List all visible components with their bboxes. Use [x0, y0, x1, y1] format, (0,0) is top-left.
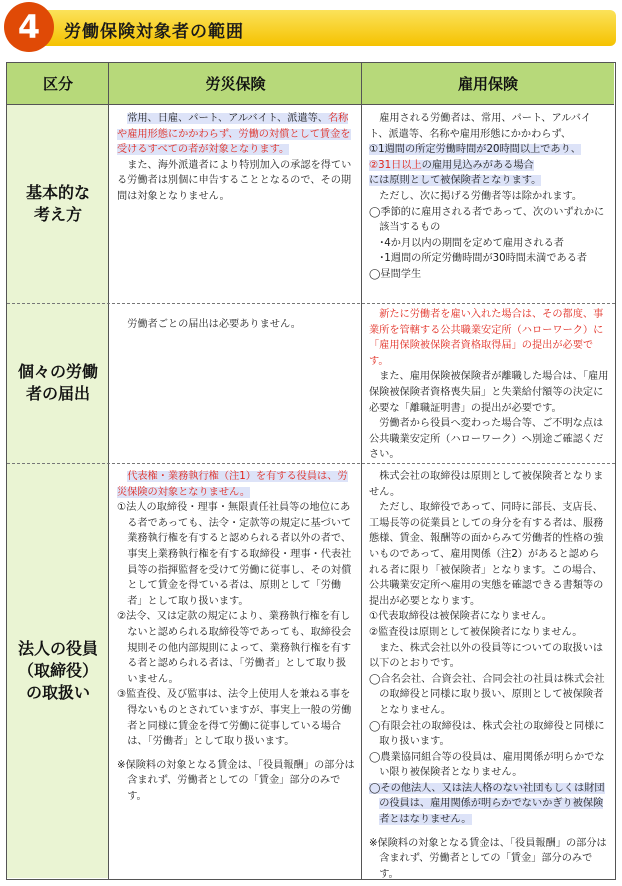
basic-koyou-p2: ただし、次に掲げる労働者等は除かれます。: [379, 190, 583, 202]
basic-koyou-cell: [369, 111, 609, 283]
basic-rousai-p2: また、海外派遣者により特別加入の承認を得ている労働者は別個に申告することとなるので、その期間は対象となりません。: [117, 159, 352, 202]
divider: [108, 63, 109, 879]
officer-koyou-o2: ◯有限会社の取締役は、株式会社の取締役と同様に取り扱います。: [369, 720, 605, 748]
officer-rousai-cell: [117, 469, 355, 804]
notice-rousai-text: 労働者ごとの届出は必要ありません。: [127, 319, 301, 330]
officer-koyou-p2: ただし、取締役であって、同時に部長、支店長、工場長等の従業員としての身分を有する者は、服務態様、賃金、報酬等の面からみて労働者的性格の強いものであって、雇用関係（注2）があると認められる者に限り「被保険者」となります。この場合、公共職業安定所へ雇用の実態を確認できる書類等の提出が必要となります。: [369, 502, 604, 607]
officer-koyou-cell: [369, 469, 609, 882]
officer-koyou-note: ※保険料の対象となる賃金は、「役員報酬」の部分は含まれず、労働者としての「賃金」部分のみです。: [369, 837, 607, 880]
officer-rousai-lead: 代表権・業務執行権（注1）を有する役員は、労災保険の対象となりません。: [117, 471, 348, 498]
section-title: 労働保険対象者の範囲: [64, 22, 244, 42]
basic-koyou-p1: 雇用される労働者は、常用、パート、アルバイト、派遣等、名称や雇用形態にかかわらず、: [369, 113, 592, 140]
officer-koyou-o1: ◯合名会社、合資会社、合同会社の社員は株式会社の取締役と同様に取り扱い、原則として被保険者となりません。: [369, 673, 605, 716]
basic-koyou-c1: ①1週間の所定労働時間が20時間以上であり、: [369, 144, 581, 156]
column-header-koyou: 雇用保険: [362, 63, 614, 105]
officer-koyou-i1: ①代表取締役は被保険者になりません。: [369, 611, 552, 623]
coverage-table: [6, 62, 616, 880]
basic-koyou-c2-rest: の雇用見込みがある場合: [421, 159, 534, 171]
basic-koyou-c2-red: ②31日以上: [369, 159, 422, 171]
officer-koyou-o4: ◯その他法人、又は法人格のない社団もしくは財団の役員は、雇用関係が明らかでないかぎり被保険者とはなりません。: [369, 782, 605, 826]
notice-koyou-p1: 新たに労働者を雇い入れた場合は、その都度、事業所を管轄する公共職業安定所（ハローワーク）に「雇用保険被保険者資格取得届」の提出が必要です。: [369, 309, 604, 367]
basic-koyou-e1b: ･1週間の所定労働時間が30時間未満である者: [379, 253, 588, 265]
column-header-rousai: 労災保険: [109, 63, 362, 105]
column-header-category: 区分: [7, 63, 109, 105]
notice-rousai-cell: [117, 317, 355, 333]
row-divider: [7, 303, 615, 304]
officer-koyou-i2: ②監査役は原則として被保険者になりません。: [369, 626, 583, 638]
notice-koyou-p2: また、雇用保険被保険者が離職した場合は、「雇用保険被保険者資格喪失届」と失業給付額等の決定に必要な「離職証明書」の提出が必要です。: [369, 371, 609, 414]
row-divider: [7, 463, 615, 464]
row-label-officer: 法人の役員 （取締役） の取扱い: [7, 463, 109, 878]
section-header: [0, 2, 616, 52]
basic-rousai-p1-rest: 雇用形態にかかわらず、労働の対償として賃金を受けるすべての者が対象となります。: [117, 128, 351, 156]
basic-koyou-c3: には原則として被保険者となります。: [369, 175, 542, 187]
divider: [361, 63, 362, 879]
basic-rousai-p1-before: 常用、日雇、パート、アルバイト、派遣等、: [127, 113, 328, 124]
notice-koyou-p3: 労働者から役員へ変わった場合等、ご不明な点は公共職業安定所（ハローワーク）へ別途ご確認ください。: [369, 418, 604, 461]
officer-koyou-o3: ◯農業協同組合等の役員は、雇用関係が明らかでない限り被保険者となりません。: [369, 751, 605, 779]
section-number-badge: 4: [4, 2, 54, 52]
officer-rousai-note: ※保険料の対象となる賃金は、「役員報酬」の部分は含まれず、労働者としての「賃金」部分のみです。: [117, 759, 355, 802]
basic-rousai-p1-red: 名称や: [117, 113, 349, 140]
basic-koyou-e2: ◯昼間学生: [369, 268, 422, 280]
basic-koyou-e1a: ･4か月以内の期間を定めて雇用される者: [379, 237, 564, 249]
row-label-basic: 基本的な 考え方: [7, 105, 109, 303]
officer-rousai-i2: ②法令、又は定款の規定により、業務執行権を有しないと認められる取締役等であっても、取締役会規則その他内部規則によって、業務執行権を有する者と認められる者は、「労働者」として取り扱いません。: [117, 611, 352, 685]
basic-rousai-cell: [117, 111, 355, 205]
officer-koyou-p1: 株式会社の取締役は原則として被保険者となりません。: [369, 471, 604, 498]
officer-rousai-i1: ①法人の取締役・理事・無限責任社員等の地位にある者であっても、法令・定款等の規定に基づいて業務執行権を有すると認められる者以外の者で、事実上業務執行権を有する取締役・理事・代表社員等の指揮監督を受けて労働に従事し、その対償として賃金を得ている者は、原則として「労働者」として取り扱います。: [117, 502, 352, 607]
notice-koyou-cell: [369, 307, 609, 463]
row-label-notice: 個々の労働 者の届出: [7, 303, 109, 463]
officer-koyou-p3: また、株式会社以外の役員等についての取扱いは以下のとおりです。: [369, 642, 604, 670]
basic-koyou-e1: ◯季節的に雇用される者であって、次のいずれかに該当するもの: [369, 206, 605, 234]
officer-rousai-i3: ③監査役、及び監事は、法令上使用人を兼ねる事を得ないものとされていますが、事実上一般の労働者と同様に賃金を得て労働に従事している場合は、「労働者」として取り扱います。: [117, 689, 352, 748]
